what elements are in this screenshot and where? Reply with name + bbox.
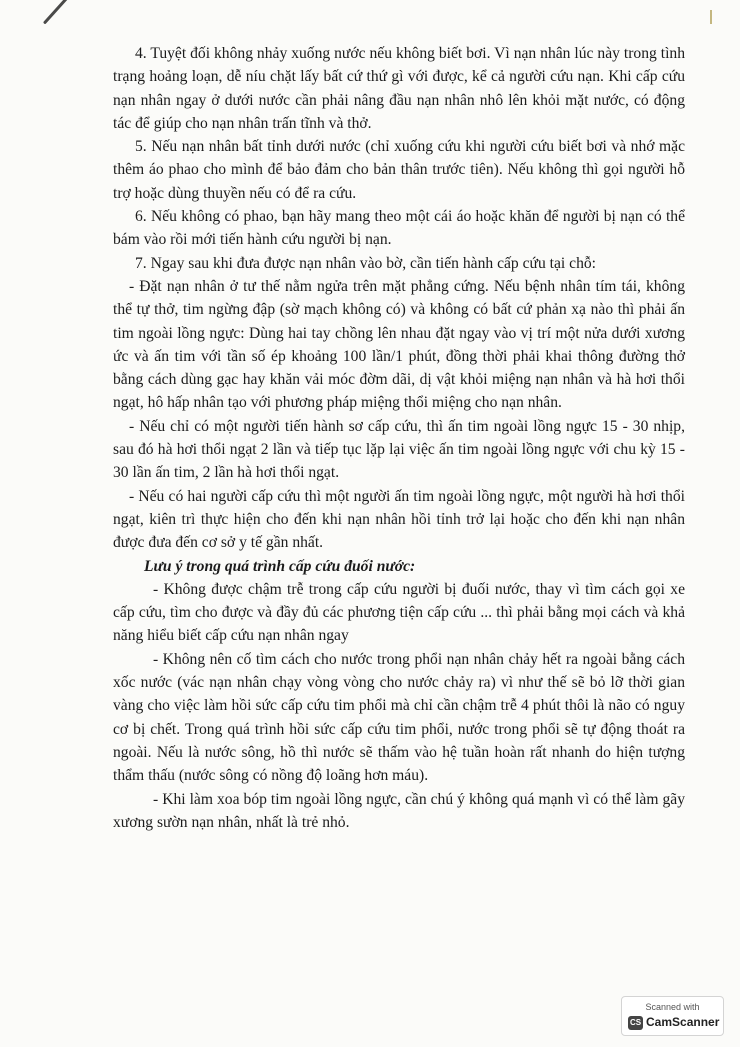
note-heading: Lưu ý trong quá trình cấp cứu đuối nước: [144, 557, 416, 575]
paragraph: - Nếu chỉ có một người tiến hành sơ cấp cứu, thì ấn tim ngoài lồng ngực 15 - 30 nhịp, sau đó hà hơi thổi ngạt 2 lần và tiếp tục lặp lại việc ấn tim ngoài lồng ngực với chu kỳ 15 - 30 lần ấn tim, 2 lần hà hơi thổi ngạt. [113, 417, 685, 482]
camscanner-logo-icon: CS [628, 1016, 643, 1030]
paragraph: - Nếu có hai người cấp cứu thì một người ấn tim ngoài lồng ngực, một người hà hơi thổi ngạt, kiên trì thực hiện cho đến khi nạn nhân hồi tỉnh trở lại hoặc cho đến khi nạn nhân được đưa đến cơ sở y tế gần nhất. [113, 487, 685, 552]
camscanner-brand-label: CamScanner [646, 1015, 720, 1029]
paragraph: - Không được chậm trễ trong cấp cứu người bị đuối nước, thay vì tìm cách gọi xe cấp cứu, tìm cho được và đầy đủ các phương tiện cấp cứu ... thì phải bằng mọi cách và khả năng hiểu biết cấp cứu nạn nhân ngay [113, 580, 685, 645]
paragraph: 5. Nếu nạn nhân bất tỉnh dưới nước (chỉ xuống cứu khi người cứu biết bơi và nhớ mặc thêm áo phao cho mình để bảo đảm cho bản thân trước tiên). Nếu không thì gọi người hỗ trợ hoặc dùng thuyền nếu có để ra cứu. [113, 138, 685, 202]
camscanner-watermark [621, 996, 724, 1036]
paragraph: 7. Ngay sau khi đưa được nạn nhân vào bờ, cần tiến hành cấp cứu tại chỗ: [135, 254, 597, 272]
pen-stroke-mark [43, 0, 105, 25]
paragraph: - Khi làm xoa bóp tim ngoài lồng ngực, cần chú ý không quá mạnh vì có thể làm gãy xương sườn nạn nhân, nhất là trẻ nhỏ. [113, 790, 685, 831]
paragraph: 6. Nếu không có phao, bạn hãy mang theo một cái áo hoặc khăn để người bị nạn có thể bám vào rồi mới tiến hành cứu người bị nạn. [113, 208, 685, 249]
paragraph: - Đặt nạn nhân ở tư thế nằm ngửa trên mặt phẳng cứng. Nếu bệnh nhân tím tái, không thể tự thở, tim ngừng đập (sờ mạch không có) và không có bất cứ phản xạ nào thì phải ấn tim ngoài lồng ngực: Dùng hai tay chồng lên nhau đặt ngay vào vị trí một nửa dưới xương ức và ấn tim với tần số ép khoảng 100 lần/1 phút, đồng thời phải khai thông đường thở bằng cách dùng gạc hay khăn vải móc đờm dãi, dị vật khỏi miệng nạn nhân và hà hơi thổi ngạt, hô hấp nhân tạo với phương pháp miệng thổi miệng cho nạn nhân. [113, 277, 685, 412]
edge-mark [710, 10, 712, 24]
document-body [113, 42, 685, 834]
scanned-with-label: Scanned with [645, 1002, 700, 1012]
paragraph: - Không nên cố tìm cách cho nước trong phổi nạn nhân chảy hết ra ngoài bằng cách xốc nước (vác nạn nhân chạy vòng vòng cho nước chảy ra) vì như thế sẽ bỏ lỡ thời gian vàng cho việc làm hồi sức cấp cứu tim phổi mà chỉ cần chậm trễ 4 phút thôi là não có nguy cơ bị chết. Trong quá trình hồi sức cấp cứu tim phổi, nước trong phổi sẽ tự động thoát ra ngoài. Nếu là nước sông, hồ thì nước sẽ thấm vào hệ tuần hoàn rất nhanh do hiện tượng thẩm thấu (nước sông có nồng độ loãng hơn máu). [113, 650, 685, 785]
paragraph: 4. Tuyệt đối không nhảy xuống nước nếu không biết bơi. Vì nạn nhân lúc này trong tình trạng hoảng loạn, dễ níu chặt lấy bất cứ thứ gì với được, kể cả người cứu nạn. Khi cấp cứu nạn nhân ngay ở dưới nước cần phải nâng đầu nạn nhân nhô lên khỏi mặt nước, có động tác để giúp cho nạn nhân trấn tĩnh và thở. [113, 45, 685, 132]
